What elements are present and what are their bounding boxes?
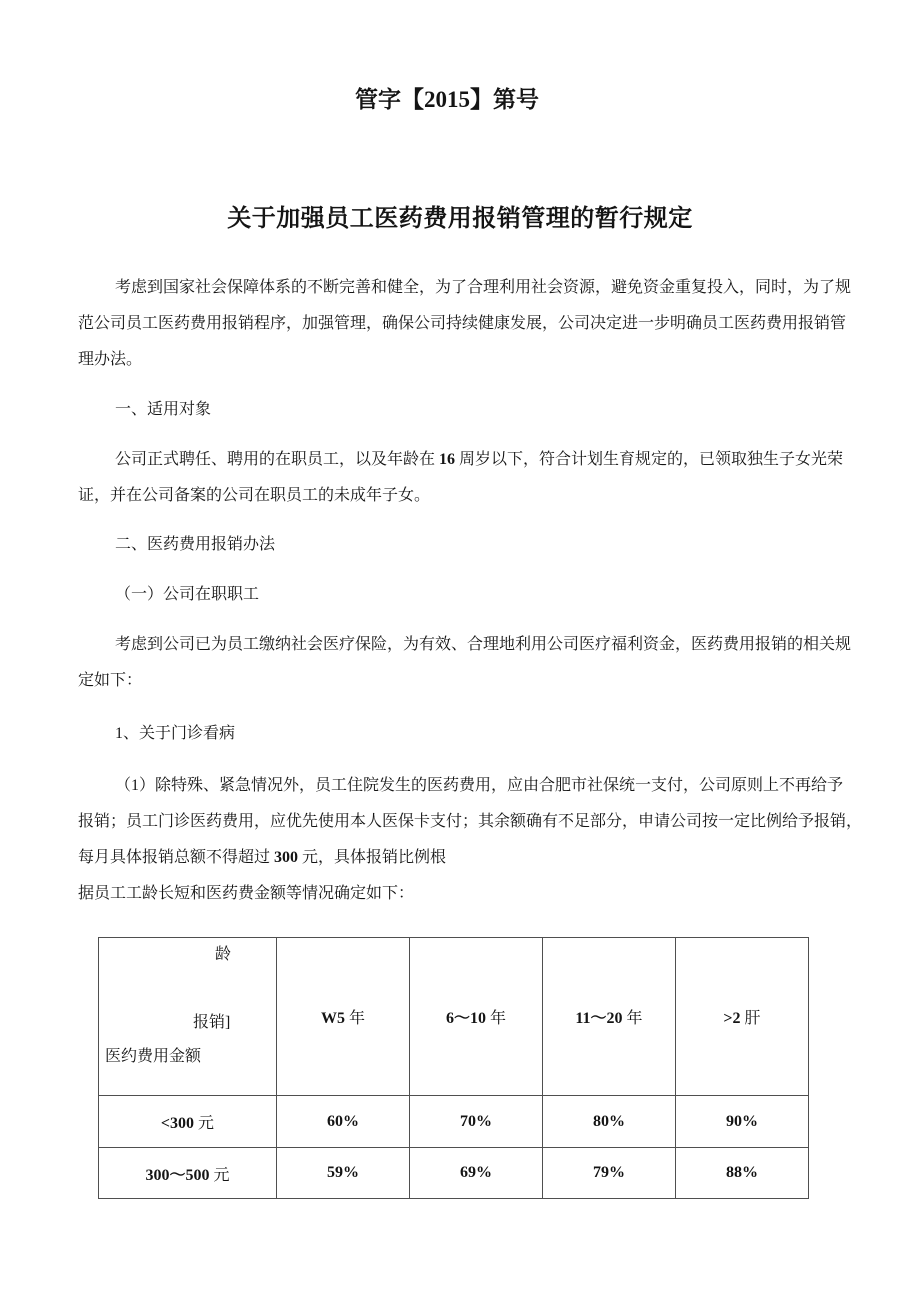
document-title: 关于加强员工医药费用报销管理的暂行规定 xyxy=(227,206,693,232)
section2-heading: 二、医药费用报销办法 xyxy=(115,536,276,553)
paragraph-line: 每月具体报销总额不得超过 300 元，具体报销比例根 xyxy=(78,849,447,866)
column-header: >2 肝 xyxy=(676,938,809,1096)
section2-note-paragraph xyxy=(78,627,868,699)
paragraph-line: 考虑到公司已为员工缴纳社会医疗保险，为有效、合理地利用公司医疗福利资金，医药费用报销的相关规 xyxy=(115,636,852,653)
item1-heading: 1、关于门诊看病 xyxy=(115,725,236,742)
table-header-row xyxy=(99,938,809,1096)
rate-cell: 88% xyxy=(676,1148,809,1199)
rate-cell: 69% xyxy=(410,1148,543,1199)
section1-heading: 一、适用对象 xyxy=(115,401,212,418)
paragraph-line: 范公司员工医药费用报销程序，加强管理，确保公司持续健康发展，公司决定进一步明确员工医药费用报销管 xyxy=(78,315,847,332)
item1-paragraph xyxy=(78,768,868,912)
rate-cell: 79% xyxy=(543,1148,676,1199)
row-header: 300～500 元 xyxy=(99,1148,277,1199)
corner-label-reimburse: 报销] xyxy=(193,1014,231,1031)
reimbursement-rate-table xyxy=(98,937,809,1199)
table-row xyxy=(99,1096,809,1148)
rate-cell: 70% xyxy=(410,1096,543,1148)
paragraph-line: （1）除特殊、紧急情况外，员工住院发生的医药费用，应由合肥市社保统一支付，公司原则上不再给予 xyxy=(115,777,844,794)
paragraph-line: 理办法。 xyxy=(78,351,143,368)
section2-sub1-heading: （一）公司在职职工 xyxy=(115,586,260,603)
corner-header-cell xyxy=(99,938,277,1096)
amount-number: 300 xyxy=(274,849,299,866)
corner-label-expense-amount: 医约费用金额 xyxy=(105,1048,202,1065)
row-header: <300 元 xyxy=(99,1096,277,1148)
column-header: 6～10 年 xyxy=(410,938,543,1096)
paragraph-line: 报销；员工门诊医药费用，应优先使用本人医保卡支付；其余额确有不足部分，申请公司按一定比例给予报销， xyxy=(78,813,863,830)
corner-label-seniority: 龄 xyxy=(215,946,232,963)
section1-paragraph xyxy=(78,442,868,514)
paragraph-line: 证，并在公司备案的公司在职员工的未成年子女。 xyxy=(78,487,431,504)
doc-number: 管字【2015】第号 xyxy=(355,87,539,112)
rate-cell: 80% xyxy=(543,1096,676,1148)
age-number: 16 xyxy=(439,451,456,468)
rate-cell: 59% xyxy=(277,1148,410,1199)
paragraph-line: 考虑到国家社会保障体系的不断完善和健全，为了合理利用社会资源，避免资金重复投入，同时，为了规 xyxy=(115,279,852,296)
rate-cell: 60% xyxy=(277,1096,410,1148)
column-header: W5 年 xyxy=(277,938,410,1096)
intro-paragraph xyxy=(78,270,868,378)
paragraph-line: 据员工工龄长短和医药费金额等情况确定如下： xyxy=(78,885,415,902)
paragraph-line: 公司正式聘任、聘用的在职员工，以及年龄在 16 周岁以下，符合计划生育规定的，已领取独生子女光荣 xyxy=(115,451,844,468)
column-header: 11～20 年 xyxy=(543,938,676,1096)
rate-cell: 90% xyxy=(676,1096,809,1148)
paragraph-line: 定如下： xyxy=(78,672,143,689)
table-row xyxy=(99,1148,809,1199)
